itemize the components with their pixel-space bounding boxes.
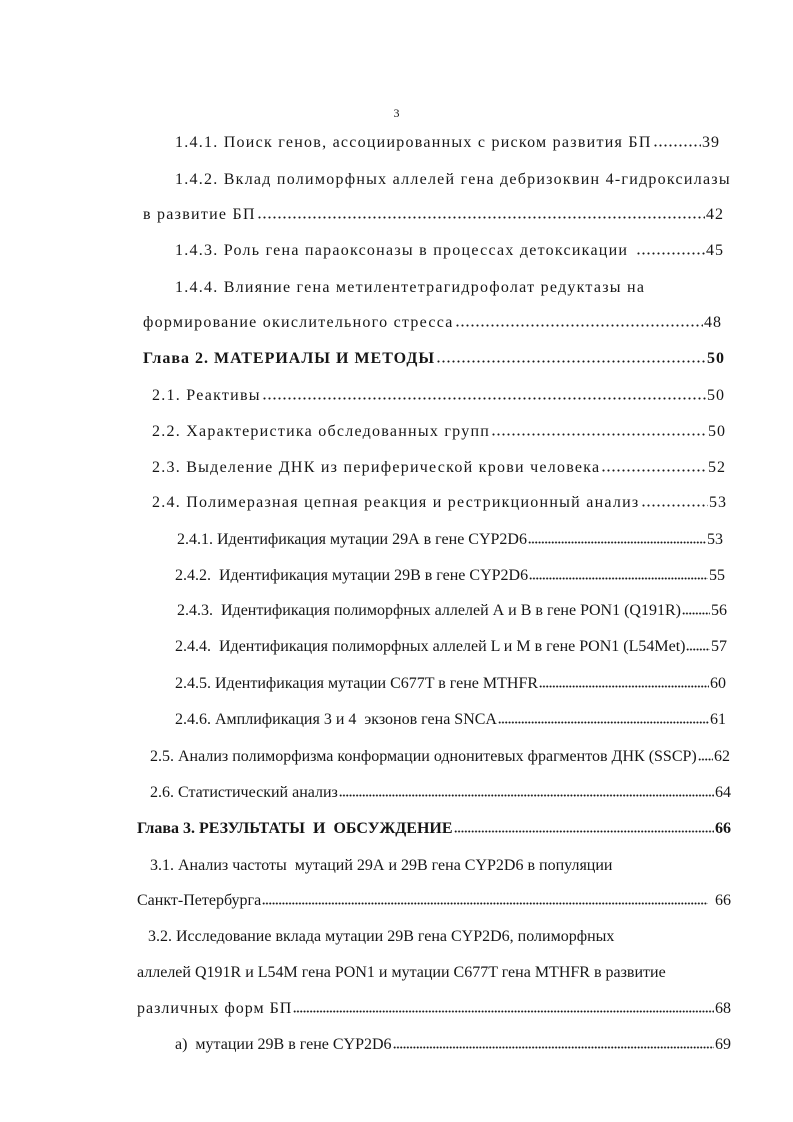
page-number: 3 xyxy=(393,106,400,120)
toc-line-page: 53 xyxy=(707,531,723,548)
toc-line-page: 53 xyxy=(709,494,727,511)
toc-line xyxy=(175,710,726,730)
toc-line-text: аллелей Q191R и L54M гена PON1 и мутации C677T гена MTHFR в развитие xyxy=(137,964,666,981)
toc-line-text: Глава 3. РЕЗУЛЬТАТЫ И ОБСУЖДЕНИЕ xyxy=(137,820,453,837)
toc-line xyxy=(137,999,731,1019)
dot-leader xyxy=(698,758,713,761)
dot-leader xyxy=(682,612,710,615)
toc-line-page: 57 xyxy=(711,638,727,655)
toc-line-text: 3.1. Анализ частоты мутаций 29А и 29В гена CYP2D6 в популяции xyxy=(150,857,613,874)
dot-leader xyxy=(436,360,706,363)
toc-line xyxy=(175,637,727,657)
dot-leader xyxy=(636,252,705,255)
toc-line xyxy=(177,530,723,550)
toc-line xyxy=(137,963,753,983)
toc-line xyxy=(152,386,725,406)
dot-leader xyxy=(262,902,708,905)
toc-line xyxy=(150,783,731,803)
toc-line xyxy=(152,493,727,513)
toc-line xyxy=(175,133,720,153)
toc-line-page: 66 xyxy=(715,892,731,909)
toc-line-page: 69 xyxy=(715,1036,731,1053)
toc-line-text: 1.4.4. Влияние гена метилентетрагидрофолат редуктазы на xyxy=(175,279,646,296)
toc-line xyxy=(143,313,722,333)
toc-line-page: 55 xyxy=(709,567,725,584)
toc-line-page: 39 xyxy=(702,134,720,151)
toc-line-text: 1.4.3. Роль гена параоксоназы в процессах детоксикации xyxy=(175,242,629,259)
toc-line-text: 2.2. Характеристика обследованных групп xyxy=(152,423,491,440)
dot-leader xyxy=(455,324,703,327)
dot-leader xyxy=(601,469,707,472)
toc-line-text: 2.4.6. Амплификация 3 и 4 экзонов гена SNCA xyxy=(175,711,497,728)
dot-leader xyxy=(293,1010,714,1013)
toc-line xyxy=(175,241,724,261)
toc-line-page: 50 xyxy=(707,387,725,404)
toc-line-page: 42 xyxy=(706,206,724,223)
toc-line-page: 52 xyxy=(708,459,726,476)
toc-line-text: различных форм БП xyxy=(137,1000,293,1017)
dot-leader xyxy=(641,504,709,507)
dot-leader xyxy=(528,541,706,544)
dot-leader xyxy=(686,648,710,651)
toc-line-text: 2.4.2. Идентификация мутации 29В в гене CYP2D6 xyxy=(175,567,529,584)
toc-line xyxy=(150,856,753,876)
toc-line xyxy=(152,422,726,442)
dot-leader xyxy=(653,144,701,147)
chapter-heading xyxy=(143,349,725,369)
toc-line-text: Санкт-Петербурга xyxy=(137,892,262,909)
toc-line-text: 1.4.1. Поиск генов, ассоциированных с риском развития БП xyxy=(175,134,652,151)
toc-line xyxy=(137,891,731,911)
dot-leader xyxy=(393,1046,714,1049)
dot-leader xyxy=(491,433,707,436)
toc-line-page: 61 xyxy=(710,711,726,728)
dot-leader xyxy=(454,830,714,833)
toc-line xyxy=(175,1035,731,1055)
toc-line-text: в развитие БП xyxy=(143,206,256,223)
toc-line xyxy=(175,278,753,298)
toc-line-text: 2.4.5. Идентификация мутации C677T в гене MTHFR xyxy=(175,675,539,692)
toc-line-text: 2.1. Реактивы xyxy=(152,387,261,404)
toc-line-page: 68 xyxy=(715,1000,731,1017)
toc-line-text: 2.4.3. Идентификация полиморфных аллелей А и В в гене PON1 (Q191R) xyxy=(177,602,681,619)
toc-line xyxy=(152,458,726,478)
toc-line-text: 1.4.2. Вклад полиморфных аллелей гена дебризоквин 4-гидроксилазы xyxy=(175,171,731,188)
toc-line-page: 64 xyxy=(715,784,731,801)
toc-line xyxy=(148,927,753,947)
dot-leader xyxy=(339,794,714,797)
toc-line-page: 56 xyxy=(711,602,727,619)
toc-line-text: 2.3. Выделение ДНК из периферической крови человека xyxy=(152,459,601,476)
toc-line-text: Глава 2. МАТЕРИАЛЫ И МЕТОДЫ xyxy=(143,350,436,367)
dot-leader xyxy=(257,216,705,219)
toc-line xyxy=(175,566,725,586)
toc-line-text: 2.4.1. Идентификация мутации 29А в гене CYP2D6 xyxy=(177,531,527,548)
toc-line xyxy=(143,205,724,225)
toc-line xyxy=(150,747,730,767)
toc-line-page: 60 xyxy=(710,675,726,692)
dot-leader xyxy=(539,685,709,688)
toc-line-text: 2.6. Статистический анализ xyxy=(150,784,338,801)
toc-line xyxy=(175,170,753,190)
dot-leader xyxy=(262,397,706,400)
toc-line-text: 2.4. Полимеразная цепная реакция и рестрикционный анализ xyxy=(152,494,640,511)
toc-line xyxy=(175,674,726,694)
toc-line-page: 62 xyxy=(714,748,730,765)
toc-line-text: формирование окислительного стресса xyxy=(143,314,454,331)
toc-line xyxy=(177,601,727,621)
toc-line-text: 2.5. Анализ полиморфизма конформации однонитевых фрагментов ДНК (SSCP) xyxy=(150,748,697,765)
toc-line-page: 45 xyxy=(706,242,724,259)
toc-line-text: 2.4.4. Идентификация полиморфных аллелей L и M в гене PON1 (L54Met) xyxy=(175,638,686,655)
dot-leader xyxy=(498,721,709,724)
chapter-heading xyxy=(137,819,731,839)
toc-line-text: а) мутации 29В в гене CYP2D6 xyxy=(175,1036,392,1053)
toc-line-page: 50 xyxy=(707,350,725,367)
toc-line-page: 66 xyxy=(715,820,731,837)
toc-line-page: 48 xyxy=(704,314,722,331)
toc-line-page: 50 xyxy=(708,423,726,440)
toc-line-text: 3.2. Исследование вклада мутации 29В гена CYP2D6, полиморфных xyxy=(148,928,615,945)
dot-leader xyxy=(529,577,708,580)
